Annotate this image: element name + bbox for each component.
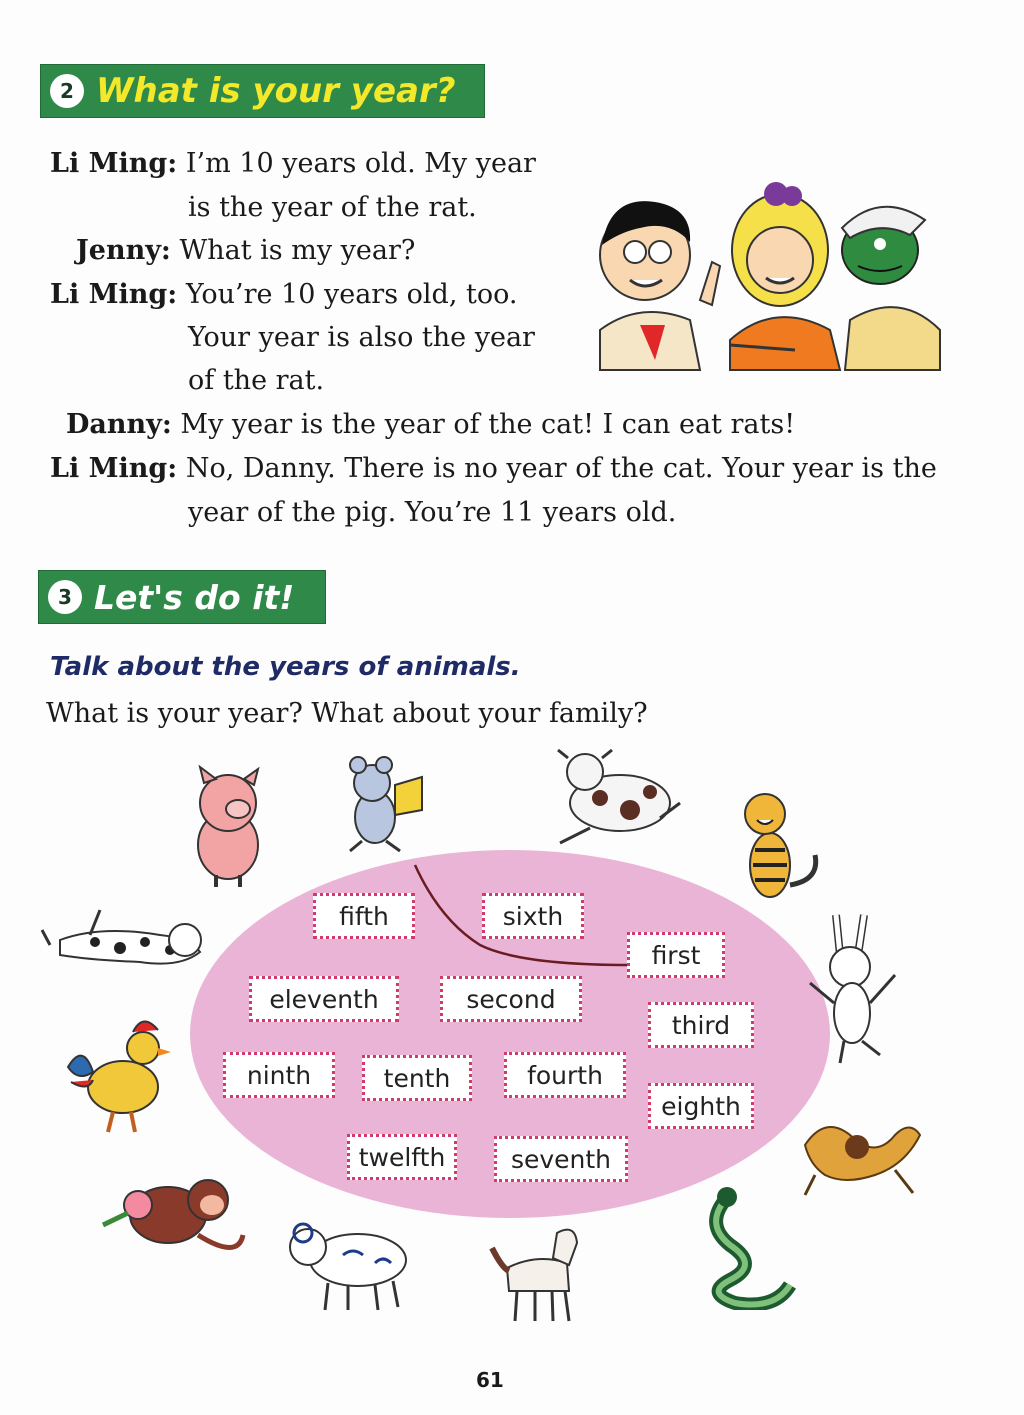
ordinal-word: eleventh [249, 976, 399, 1022]
characters-illustration [580, 180, 950, 380]
section-number: 3 [48, 580, 82, 614]
ordinal-word: eighth [648, 1083, 754, 1129]
dialogue-line: Li Ming: You’re 10 years old, too. [50, 279, 518, 310]
monkey-icon [98, 1165, 248, 1260]
snake-icon [685, 1185, 800, 1310]
instruction: Talk about the years of animals. [50, 652, 521, 682]
dialogue-line: of the rat. [188, 365, 325, 396]
rat-icon [340, 755, 430, 855]
section-title: Let's do it! [94, 577, 295, 617]
section-number: 2 [50, 74, 84, 108]
dog-icon [40, 900, 210, 975]
section-3-banner [38, 570, 326, 624]
dialogue-line: Your year is also the year [188, 322, 535, 353]
dialogue-line: Li Ming: I’m 10 years old. My year [50, 148, 536, 179]
ordinal-word: sixth [482, 893, 584, 939]
ox-icon [550, 748, 685, 853]
section-title: What is your year? [96, 71, 456, 111]
danny-figure [842, 207, 940, 370]
question: What is your year? What about your family? [46, 698, 648, 729]
jenny-figure [730, 182, 840, 370]
sheep-icon [283, 1215, 413, 1315]
dialogue-line: is the year of the rat. [188, 192, 477, 223]
ordinal-word: twelfth [347, 1134, 457, 1180]
tiger-icon [735, 790, 825, 905]
ordinal-word: ninth [223, 1052, 335, 1098]
ordinal-word: third [648, 1002, 754, 1048]
li-ming-figure [600, 201, 720, 370]
pig-icon [178, 765, 278, 890]
ordinal-word: tenth [362, 1055, 472, 1101]
section-2-banner [40, 64, 485, 118]
ordinal-word: seventh [494, 1136, 628, 1182]
dialogue-line: Jenny: What is my year? [76, 235, 416, 266]
ordinal-word: second [440, 976, 582, 1022]
rabbit-icon [800, 905, 905, 1065]
ordinal-word: fifth [313, 893, 415, 939]
dialogue-line: Danny: My year is the year of the cat! I can eat rats! [66, 409, 796, 440]
horse-icon [487, 1213, 587, 1328]
dragon-icon [795, 1105, 925, 1200]
dialogue-line: Li Ming: No, Danny. There is no year of the cat. Your year is the [50, 453, 937, 484]
dialogue-line: year of the pig. You’re 11 years old. [188, 497, 677, 528]
rooster-icon [63, 1012, 178, 1137]
ordinal-word: fourth [504, 1052, 626, 1098]
page-number: 61 [476, 1368, 504, 1392]
ordinal-word: first [627, 932, 725, 978]
